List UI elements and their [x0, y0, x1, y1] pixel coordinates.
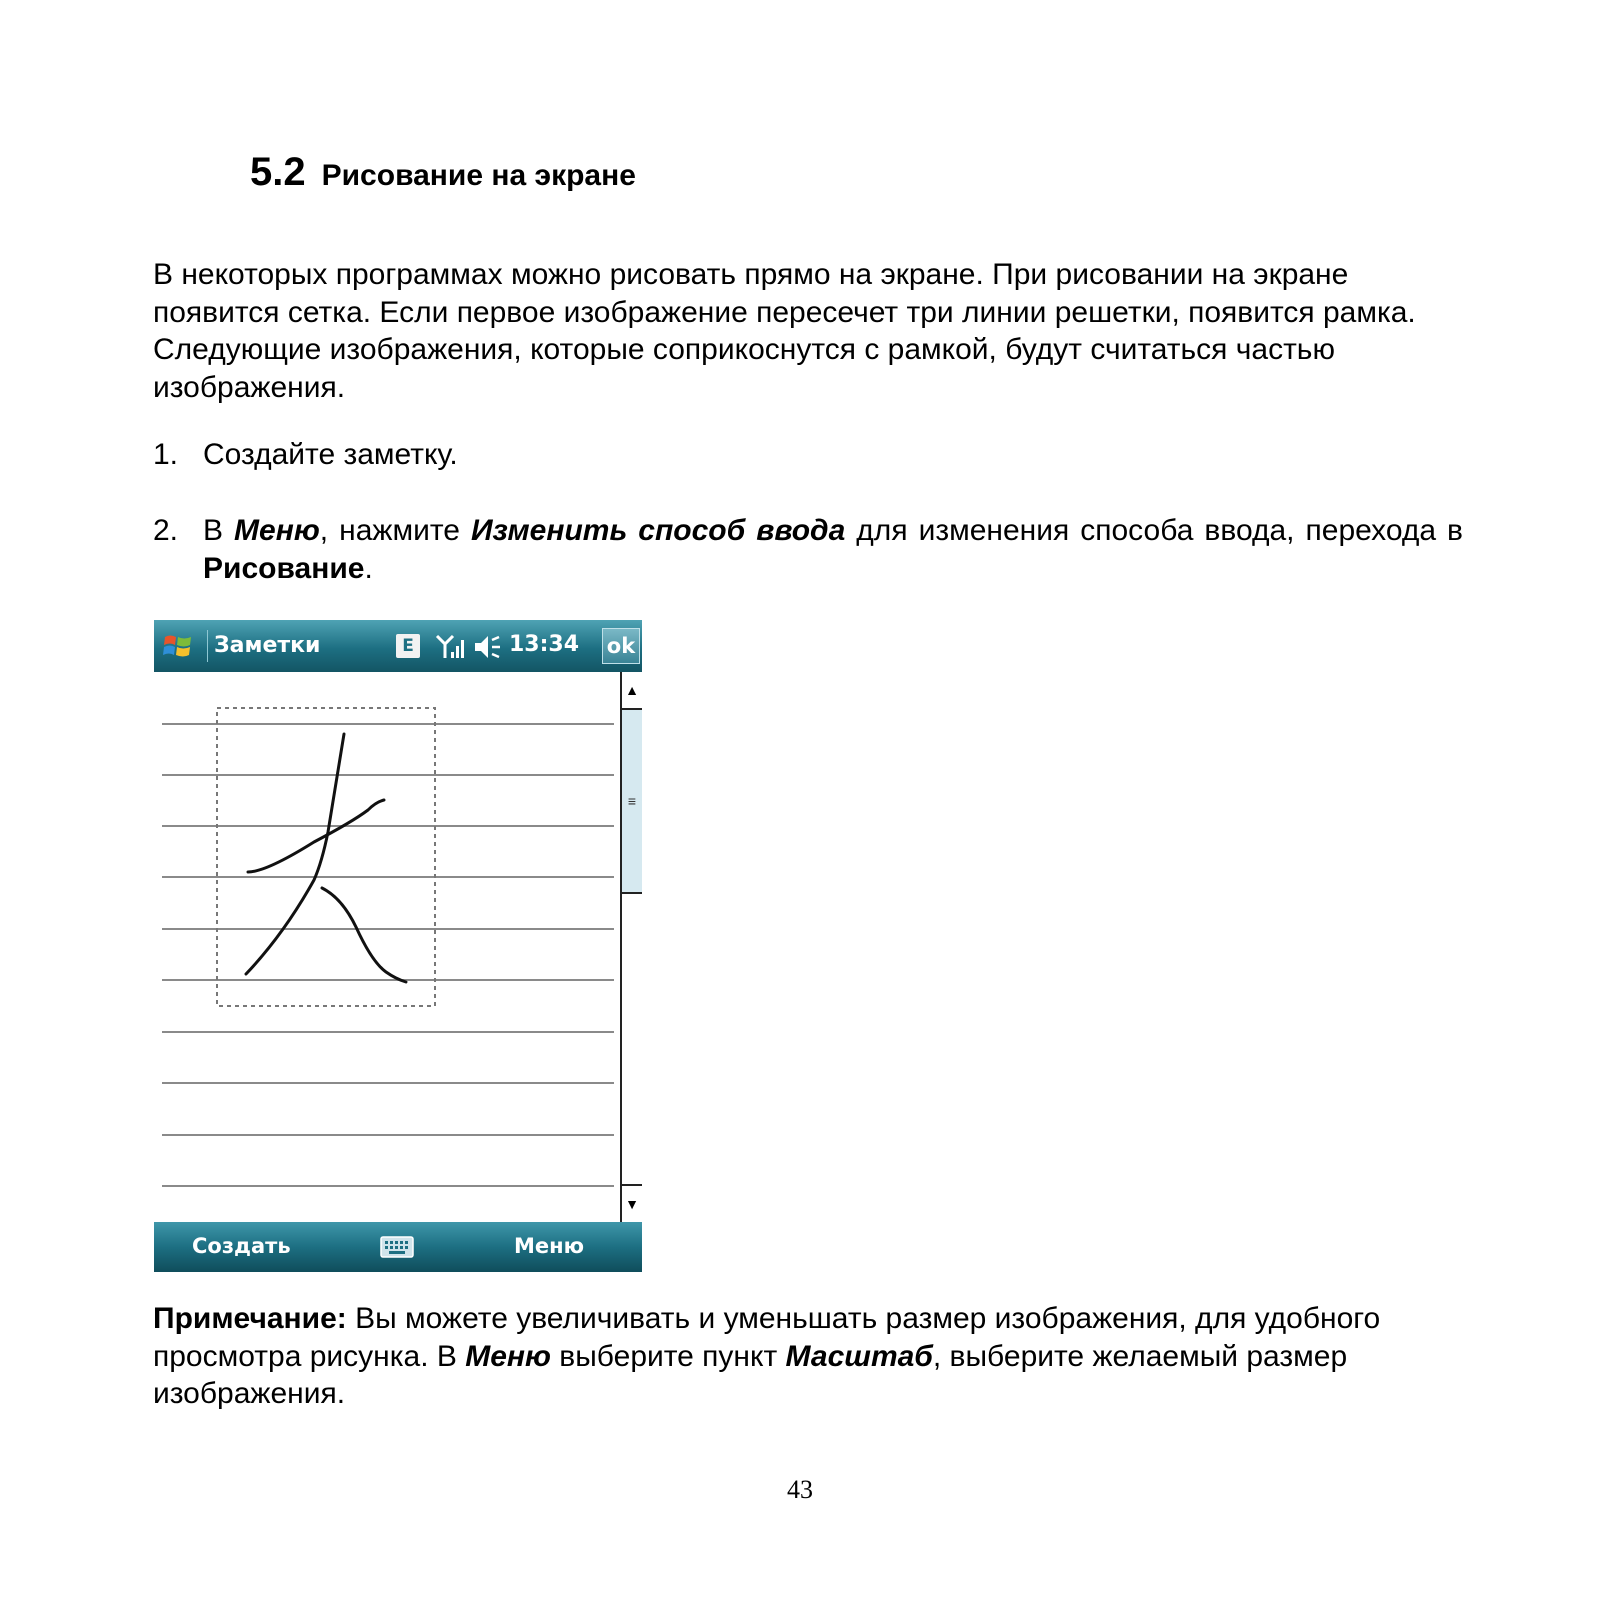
- title-bar: [154, 620, 642, 672]
- ink-stroke: [322, 888, 406, 982]
- scroll-thumb[interactable]: ≡: [622, 710, 642, 894]
- clock: 13:34: [509, 632, 580, 657]
- writing-grid: [162, 724, 614, 1186]
- drawing-canvas[interactable]: [154, 672, 620, 1222]
- scroll-down-icon[interactable]: ▼: [622, 1184, 642, 1222]
- section-title: Рисование на экране: [321, 159, 636, 192]
- create-softkey[interactable]: Создать: [192, 1234, 291, 1258]
- keyboard-icon[interactable]: [380, 1234, 414, 1260]
- device-screenshot: [154, 620, 642, 1272]
- drawing-term: Рисование: [203, 551, 365, 585]
- step-text-part: В: [203, 514, 235, 547]
- intro-paragraph: В некоторых программах можно рисовать прямо на экране. При рисовании на экране появится сетка. Если первое изображение пересечет три линии решетки, появится рамка. Следующие изображения, которые соприкоснутся с рамкой, будут считаться частью изображения.: [153, 258, 1416, 404]
- step-number: 1.: [153, 438, 179, 471]
- scroll-up-icon[interactable]: ▲: [622, 672, 642, 710]
- note-text-part: выберите пункт: [550, 1339, 786, 1373]
- title-separator: [207, 630, 208, 662]
- speaker-icon[interactable]: [472, 632, 502, 662]
- scrollbar[interactable]: [620, 672, 642, 1222]
- signal-icon[interactable]: [434, 632, 464, 662]
- zoom-term: Масштаб: [785, 1339, 933, 1373]
- note-paragraph: [153, 1300, 1463, 1413]
- step-text: Создайте заметку.: [203, 438, 458, 471]
- menu-softkey[interactable]: Меню: [514, 1234, 585, 1258]
- section-heading: [250, 150, 636, 195]
- section-number: 5.2: [250, 150, 306, 194]
- page-number: 43: [787, 1475, 813, 1504]
- softkey-bar: [154, 1222, 642, 1272]
- note-label: Примечание:: [153, 1302, 347, 1335]
- step-text-part: .: [364, 551, 373, 585]
- step-text-part: , нажмите: [319, 514, 471, 547]
- step-number: 2.: [153, 514, 179, 547]
- ink-stroke: [248, 800, 384, 872]
- app-title: Заметки: [214, 633, 321, 658]
- step-text-part: для изменения способа ввода, перехода в: [845, 514, 1463, 547]
- ink-strokes: [246, 734, 406, 982]
- change-input-term: Изменить способ ввода: [470, 514, 846, 547]
- step-text: [203, 512, 1463, 587]
- windows-start-icon[interactable]: [162, 630, 194, 662]
- drawing-frame: [217, 708, 435, 1006]
- network-badge: E: [396, 634, 420, 658]
- menu-term: Меню: [234, 514, 320, 547]
- note-text-part: , выберите желаемый размер изображения.: [153, 1339, 1348, 1410]
- menu-term: Меню: [465, 1339, 551, 1373]
- ok-button[interactable]: ok: [602, 628, 640, 664]
- note-text-part: Вы можете увеличивать и уменьшать размер изображения, для удобного просмотра рисунка. В: [153, 1302, 1381, 1373]
